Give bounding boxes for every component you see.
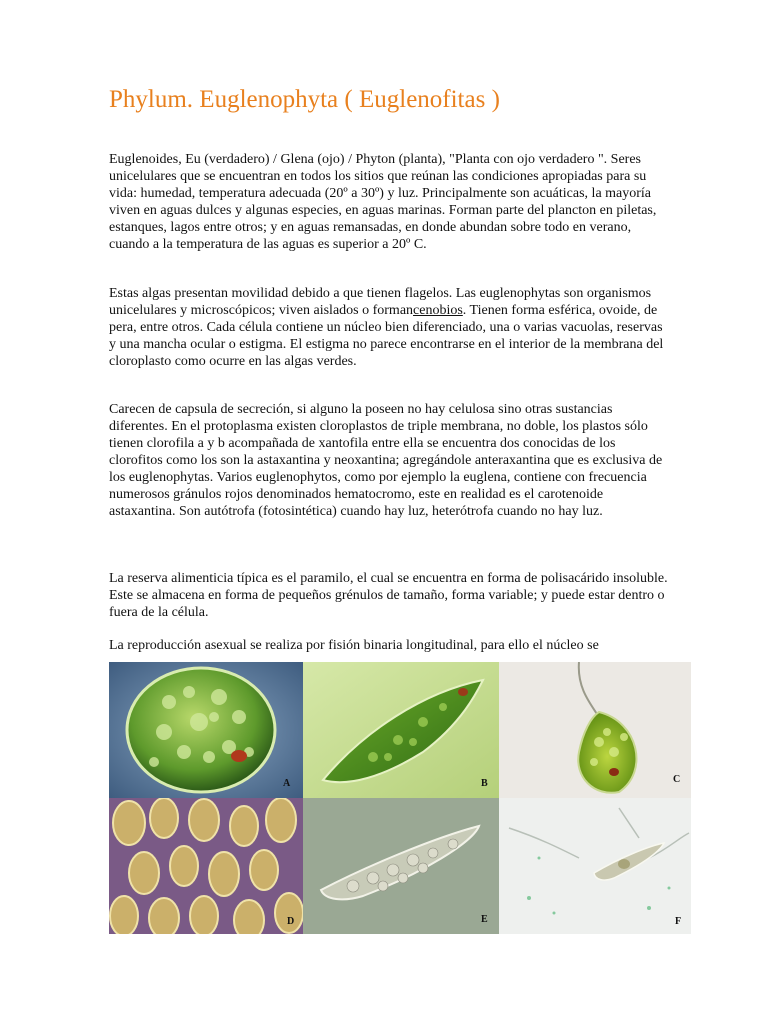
paragraph-4: La reserva alimenticia típica es el paramilo, el cual se encuentra en forma de polisacárido insoluble. Este se almacena en forma de pequeños grénulos de tamaño, forma variable; y puede estar dentro o fuera de la célula. xyxy=(109,571,668,620)
paragraph-5: La reproducción asexual se realiza por fisión binaria longitudinal, para ello el núcleo se xyxy=(109,638,599,653)
paragraph-1: Euglenoides, Eu (verdadero) / Glena (ojo) / Phyton (planta), "Planta con ojo verdadero ". Seres unicelulares que se encuentran en todos los sitios que reúnan las condiciones apropiadas para su vida: humedad, temperatura adecuada (20º a 30º) y luz. Principalmente son acuáticas, la mayoría viven en aguas dulces y algunas especies, en aguas marinas. Forman parte del plancton en piletas, estanques, lagos entre otros; y en aguas remansadas, en donde abundan sobre todo en verano, cuando a la temperatura de las aguas es superior a 20º C. xyxy=(109,152,657,252)
panel-a-label: A xyxy=(283,778,291,789)
panel-b-image xyxy=(303,662,499,798)
paragraph-2 xyxy=(109,285,669,370)
panel-e-label: E xyxy=(481,914,488,925)
cenobios-link[interactable]: cenobios xyxy=(413,303,463,318)
paragraph-2-text-a: Estas algas presentan movilidad debido a que tienen flagelos. Las euglenophytas son organismos unicelulares y microscópicos; viven aislados o forman xyxy=(109,286,652,318)
paragraph-2-text-b: . Tienen forma esférica, ovoide, de pera, entre otros. Cada célula contiene un núcleo bien diferenciado, una o varias vacuolas, reservas y una mancha ocular o estigma. El estigma no parece encontrarse en el interior de la membrana del cloroplasto como ocurre en las algas verdes. xyxy=(109,303,664,369)
panel-c-image xyxy=(499,662,691,798)
euglena-figure xyxy=(109,662,691,934)
panel-d-image xyxy=(109,798,303,934)
panel-a-image xyxy=(109,662,303,798)
panel-f-image xyxy=(499,798,691,934)
panel-f-label: F xyxy=(675,916,682,927)
panel-b-label: B xyxy=(481,778,488,789)
panel-c-label: C xyxy=(673,774,681,785)
paragraph-3: Carecen de capsula de secreción, si alguno la poseen no hay celulosa sino otras sustancias diferentes. En el protoplasma existen cloroplastos de triple membrana, no doble, los plastos sólo tienen clorofila a y b acompañada de xantofila entre ella se encuentra dos conocidas de los clorofitos como los son la astaxantina y neoxantina; agregándole anteraxantina que es exclusiva de los euglenophytas. Varios euglenophytos, como por ejemplo la euglena, contiene con frecuencia numerosos gránulos rojos denominados hematocromo, este en realidad es el carotenoide astaxantina. Son autótrofa (fotosintética) cuando hay luz, heterótrofa cuando no hay luz. xyxy=(109,402,663,519)
panel-e-image xyxy=(303,798,499,934)
panel-d-label: D xyxy=(287,916,295,927)
page-title: Phylum. Euglenophyta ( Euglenofitas ) xyxy=(109,86,500,113)
